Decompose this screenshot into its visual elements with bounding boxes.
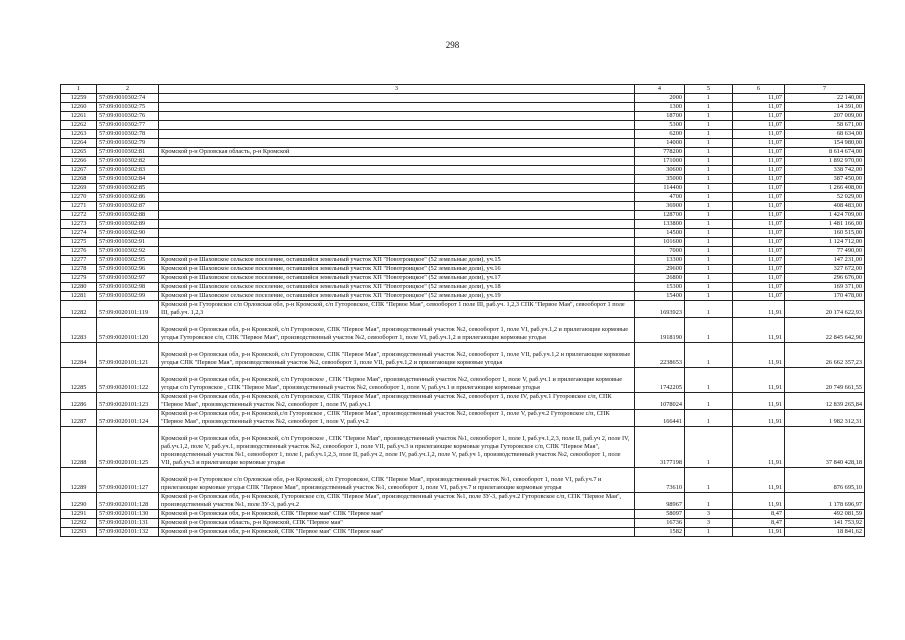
plot-area: 1918190 [635, 318, 685, 343]
plot-area: 1742205 [635, 368, 685, 393]
plot-description: Кромской р-н Орловская обл, р-н Кромской, с/п Гуторовское, СПК "Первое Мая", производственный участок №2, севооборот 1, поле IV, раб.уч.1 Гуторовское с/п, СПК "Первое Мая", производственный участок №2, севооборот 1, поле IV, раб.уч.1 [159, 393, 635, 410]
plot-description [159, 247, 635, 256]
quantity-value: 1 [685, 283, 733, 292]
page-number: 298 [445, 40, 460, 50]
row-number: 12292 [61, 519, 97, 528]
table-row [61, 510, 865, 519]
plot-description: Кромской р-н Орловская обл, р-н Кромской, с/п Гуторовское , СПК "Первое Мая", производственный участок №1, севооборот 1, поле I, раб.уч.1,2,3, поле II, раб.уч 2, поле IV, раб.уч.1,2, поле V, раб.уч.1, производственный участок №2, севооборот 1, поле VII, раб.уч.3 и прилегающие кормовые угодья Гуторовское с/п, СПК "Первое Мая", производственный участок №1, севооборот 1, поле I, раб.уч.1,2,3, поле II, раб.уч 2, поле IV, раб.уч.1,2, поле V, раб.уч 1, производственный участок №2, севооборот 1, поле VII, раб.уч.3 и прилегающие кормовые угодья [159, 427, 635, 468]
plot-description: Кромской р-н Орловская обл, р-н Кромской, с/п Гуторовское , СПК "Первое Мая", производственный участок №2, севооборот 1, поле V, раб.уч.1 и прилегающие кормовые угодья с/п Гуторовское , СПК "Первое Мая", производственный участок №2, севооборот 1, поле V, раб.уч.1 и прилегающие кормовые угодья [159, 368, 635, 393]
sum-value: 876 695,10 [785, 468, 865, 493]
row-number: 12291 [61, 510, 97, 519]
plot-description: Кромской р-н Орловская обл, р-н Кромской,с/п Гуторовское , СПК "Первое Мая", производственный участок №2, севооборот 1, поле V, раб.уч.2 Гуторовское с/п, СПК "Первое Мая", производственный участок №2, севооборот 1, поле V, раб.уч.2 [159, 410, 635, 427]
table-row [61, 121, 865, 130]
quantity-value: 1 [685, 175, 733, 184]
quantity-value: 1 [685, 410, 733, 427]
sum-value: 207 009,00 [785, 112, 865, 121]
cadastral-number: 57:09:0020101:124 [97, 410, 159, 427]
row-number: 12275 [61, 238, 97, 247]
row-number: 12266 [61, 157, 97, 166]
column-header: 5 [685, 85, 733, 94]
row-number: 12271 [61, 202, 97, 211]
plot-description [159, 94, 635, 103]
cadastral-number: 57:09:0010302:75 [97, 103, 159, 112]
plot-description [159, 121, 635, 130]
plot-area: 16736 [635, 519, 685, 528]
sum-value: 22 845 642,90 [785, 318, 865, 343]
table-row [61, 184, 865, 193]
plot-description: Кромской р-н Шаховское сельское поселение, оставшийся земельный участок ХП "Новотроицкое" (52 земельные доли), уч.16 [159, 265, 635, 274]
rate-value: 11,91 [733, 493, 785, 510]
cadastral-number: 57:09:0020101:121 [97, 343, 159, 368]
quantity-value: 1 [685, 130, 733, 139]
plot-area: 3177198 [635, 427, 685, 468]
table-row [61, 292, 865, 301]
quantity-value: 1 [685, 318, 733, 343]
quantity-value: 1 [685, 166, 733, 175]
plot-description [159, 229, 635, 238]
plot-description [159, 202, 635, 211]
plot-area: 58097 [635, 510, 685, 519]
plot-area: 30600 [635, 166, 685, 175]
quantity-value: 1 [685, 427, 733, 468]
row-number: 12281 [61, 292, 97, 301]
sum-value: 26 662 357,23 [785, 343, 865, 368]
rate-value: 11,07 [733, 220, 785, 229]
sum-value: 20 749 661,55 [785, 368, 865, 393]
plot-description [159, 175, 635, 184]
cadastral-number: 57:09:0010302:99 [97, 292, 159, 301]
table-row [61, 130, 865, 139]
plot-area: 128700 [635, 211, 685, 220]
rate-value: 11,07 [733, 274, 785, 283]
cadastral-number: 57:09:0010302:82 [97, 157, 159, 166]
quantity-value: 1 [685, 343, 733, 368]
rate-value: 11,07 [733, 130, 785, 139]
row-number: 12259 [61, 94, 97, 103]
plot-area: 7000 [635, 247, 685, 256]
quantity-value: 1 [685, 528, 733, 537]
rate-value: 11,07 [733, 139, 785, 148]
plot-area: 1078024 [635, 393, 685, 410]
column-header: 3 [159, 85, 635, 94]
plot-area: 98967 [635, 493, 685, 510]
rate-value: 11,07 [733, 283, 785, 292]
rate-value: 8,47 [733, 510, 785, 519]
plot-description [159, 238, 635, 247]
sum-value: 387 450,00 [785, 175, 865, 184]
row-number: 12283 [61, 318, 97, 343]
row-number: 12280 [61, 283, 97, 292]
cadastral-number: 57:09:0010302:88 [97, 211, 159, 220]
table-header-row [61, 85, 865, 94]
plot-area: 2238653 [635, 343, 685, 368]
plot-area: 36900 [635, 202, 685, 211]
plot-description: Кромской р-н Гуторовское с/п Орловская обл, р-н Кромской, с/п Гуторовское, СПК "Первое Мая", производственный участок №1, севооборот 1, поле VI, раб.уч.7 и прилегающие кормовые угодья СПК "Первое Мая", производственный участок №1, севооборот 1, поле VI, раб.уч.7 и прилегающие кормовые угодья [159, 468, 635, 493]
plot-area: 171000 [635, 157, 685, 166]
rate-value: 11,07 [733, 175, 785, 184]
quantity-value: 1 [685, 184, 733, 193]
plot-area: 6200 [635, 130, 685, 139]
plot-area: 26800 [635, 274, 685, 283]
plot-description [159, 220, 635, 229]
plot-description: Кромской р-н Шаховское сельское поселение, оставшийся земельный участок ХП "Новотроицкое" (52 земельные доли), уч.19 [159, 292, 635, 301]
table-row [61, 368, 865, 393]
plot-area: 1300 [635, 103, 685, 112]
cadastral-number: 57:09:0010302:76 [97, 112, 159, 121]
table-row [61, 238, 865, 247]
row-number: 12277 [61, 256, 97, 265]
plot-area: 73610 [635, 468, 685, 493]
plot-description: Кромской р-н Шаховское сельское поселение, оставшийся земельный участок ХП "Новотроицкое" (52 земельные доли), уч.15 [159, 256, 635, 265]
quantity-value: 1 [685, 301, 733, 318]
plot-description [159, 211, 635, 220]
table-row [61, 528, 865, 537]
column-header: 1 [61, 85, 97, 94]
row-number: 12287 [61, 410, 97, 427]
row-number: 12265 [61, 148, 97, 157]
row-number: 12278 [61, 265, 97, 274]
rate-value: 11,91 [733, 427, 785, 468]
cadastral-number: 57:09:0010302:86 [97, 193, 159, 202]
quantity-value: 1 [685, 211, 733, 220]
plot-area: 133800 [635, 220, 685, 229]
rate-value: 8,47 [733, 519, 785, 528]
row-number: 12284 [61, 343, 97, 368]
quantity-value: 1 [685, 157, 733, 166]
rate-value: 11,07 [733, 94, 785, 103]
table-row [61, 301, 865, 318]
row-number: 12264 [61, 139, 97, 148]
quantity-value: 1 [685, 94, 733, 103]
sum-value: 147 231,00 [785, 256, 865, 265]
rate-value: 11,91 [733, 528, 785, 537]
row-number: 12282 [61, 301, 97, 318]
plot-description [159, 193, 635, 202]
sum-value: 1 178 696,97 [785, 493, 865, 510]
column-header: 4 [635, 85, 685, 94]
table-row [61, 410, 865, 427]
plot-area: 1693923 [635, 301, 685, 318]
plot-area: 14000 [635, 139, 685, 148]
cadastral-number: 57:09:0020101:123 [97, 393, 159, 410]
sum-value: 169 371,00 [785, 283, 865, 292]
cadastral-number: 57:09:0010302:84 [97, 175, 159, 184]
table-row [61, 112, 865, 121]
rate-value: 11,91 [733, 468, 785, 493]
row-number: 12261 [61, 112, 97, 121]
plot-description [159, 157, 635, 166]
rate-value: 11,07 [733, 247, 785, 256]
cadastral-number: 57:09:0010302:96 [97, 265, 159, 274]
sum-value: 327 672,00 [785, 265, 865, 274]
sum-value: 170 478,00 [785, 292, 865, 301]
quantity-value: 3 [685, 519, 733, 528]
table-row [61, 94, 865, 103]
rate-value: 11,07 [733, 265, 785, 274]
plot-area: 166441 [635, 410, 685, 427]
rate-value: 11,07 [733, 148, 785, 157]
row-number: 12262 [61, 121, 97, 130]
rate-value: 11,91 [733, 368, 785, 393]
cadastral-number: 57:09:0010302:90 [97, 229, 159, 238]
table-row [61, 393, 865, 410]
cadastral-number: 57:09:0010302:97 [97, 274, 159, 283]
plot-description: Кромской р-н Орловская обл, р-н Кромской, СПК "Первое мая" СПК "Первое мая" [159, 510, 635, 519]
sum-value: 12 839 265,84 [785, 393, 865, 410]
table-row [61, 220, 865, 229]
table-row [61, 247, 865, 256]
rate-value: 11,91 [733, 343, 785, 368]
table-row [61, 148, 865, 157]
column-header: 2 [97, 85, 159, 94]
sum-value: 20 174 622,93 [785, 301, 865, 318]
row-number: 12293 [61, 528, 97, 537]
sum-value: 37 840 428,18 [785, 427, 865, 468]
sum-value: 1 424 709,00 [785, 211, 865, 220]
quantity-value: 1 [685, 193, 733, 202]
cadastral-number: 57:09:0010302:74 [97, 94, 159, 103]
sum-value: 1 266 408,00 [785, 184, 865, 193]
rate-value: 11,91 [733, 301, 785, 318]
quantity-value: 1 [685, 238, 733, 247]
cadastral-number: 57:09:0010302:98 [97, 283, 159, 292]
table-row [61, 256, 865, 265]
quantity-value: 3 [685, 510, 733, 519]
table-row [61, 283, 865, 292]
table-row [61, 103, 865, 112]
cadastral-number: 57:09:0010302:91 [97, 238, 159, 247]
cadastral-number: 57:09:0010302:95 [97, 256, 159, 265]
cadastral-number: 57:09:0020101:128 [97, 493, 159, 510]
sum-value: 1 124 712,00 [785, 238, 865, 247]
plot-description: Кромской р-н Гуторовское с/п Орловская обл, р-н Кромской, с/п Гуторовское, СПК "Первое Мая", севооборот 1 поле III, раб.уч. 1,2,3 СПК "Первое Мая", севооборот 1 поле III, раб.уч. 1,2,3 [159, 301, 635, 318]
rate-value: 11,91 [733, 318, 785, 343]
plot-area: 15400 [635, 292, 685, 301]
quantity-value: 1 [685, 274, 733, 283]
plot-description: Кромской р-н Орловская область, р-н Кромской [159, 148, 635, 157]
sum-value: 338 742,00 [785, 166, 865, 175]
table-row [61, 157, 865, 166]
rate-value: 11,07 [733, 193, 785, 202]
plot-area: 5300 [635, 121, 685, 130]
rate-value: 11,07 [733, 121, 785, 130]
rate-value: 11,07 [733, 157, 785, 166]
sum-value: 14 391,00 [785, 103, 865, 112]
quantity-value: 1 [685, 220, 733, 229]
cadastral-number: 57:09:0020101:130 [97, 510, 159, 519]
table-row [61, 343, 865, 368]
plot-description: Кромской р-н Орловская обл, р-н Кромской, с/п Гуторовское, СПК "Первое Мая", производственный участок №2, севооборот 1, поле VI, раб.уч.1,2 и прилегающие кормовые угодья Гуторовское с/п, СПК "Первое Мая", производственный участок №2, севооборот 1, поле VI, раб.уч.1,2 и прилегающие кормовые угодья [159, 318, 635, 343]
plot-area: 778200 [635, 148, 685, 157]
sum-value: 18 841,62 [785, 528, 865, 537]
table-row [61, 519, 865, 528]
quantity-value: 1 [685, 368, 733, 393]
sum-value: 492 081,59 [785, 510, 865, 519]
cadastral-number: 57:09:0010302:85 [97, 184, 159, 193]
cadastral-number: 57:09:0010302:87 [97, 202, 159, 211]
cadastral-number: 57:09:0010302:83 [97, 166, 159, 175]
cadastral-number: 57:09:0020101:125 [97, 427, 159, 468]
quantity-value: 1 [685, 393, 733, 410]
table-row [61, 193, 865, 202]
rate-value: 11,07 [733, 211, 785, 220]
table-row [61, 265, 865, 274]
quantity-value: 1 [685, 112, 733, 121]
plot-description: Кромской р-н Орловская обл, р-н Кромской, СПК "Первое мая" СПК "Первое мая" [159, 528, 635, 537]
rate-value: 11,07 [733, 166, 785, 175]
cadastral-number: 57:09:0020101:127 [97, 468, 159, 493]
cadastral-number: 57:09:0010302:79 [97, 139, 159, 148]
sum-value: 141 753,92 [785, 519, 865, 528]
rate-value: 11,07 [733, 112, 785, 121]
table-row [61, 493, 865, 510]
sum-value: 58 671,00 [785, 121, 865, 130]
table-row [61, 229, 865, 238]
plot-area: 18700 [635, 112, 685, 121]
table-row [61, 274, 865, 283]
plot-description [159, 112, 635, 121]
plot-description [159, 184, 635, 193]
land-plot-table [60, 84, 865, 537]
cadastral-number: 57:09:0010302:77 [97, 121, 159, 130]
rate-value: 11,07 [733, 256, 785, 265]
quantity-value: 1 [685, 292, 733, 301]
plot-description: Кромской р-н Шаховское сельское поселение, оставшийся земельный участок ХП "Новотроицкое" (52 земельные доли), уч.18 [159, 283, 635, 292]
rate-value: 11,07 [733, 202, 785, 211]
sum-value: 77 490,00 [785, 247, 865, 256]
plot-area: 13300 [635, 256, 685, 265]
sum-value: 154 980,00 [785, 139, 865, 148]
table-row [61, 468, 865, 493]
quantity-value: 1 [685, 247, 733, 256]
sum-value: 22 140,00 [785, 94, 865, 103]
plot-area: 2000 [635, 94, 685, 103]
row-number: 12276 [61, 247, 97, 256]
plot-description [159, 103, 635, 112]
column-header: 6 [733, 85, 785, 94]
sum-value: 1 982 312,31 [785, 410, 865, 427]
sum-value: 68 634,00 [785, 130, 865, 139]
row-number: 12263 [61, 130, 97, 139]
row-number: 12290 [61, 493, 97, 510]
cadastral-number: 57:09:0010302:78 [97, 130, 159, 139]
quantity-value: 1 [685, 202, 733, 211]
row-number: 12289 [61, 468, 97, 493]
plot-area: 14500 [635, 229, 685, 238]
row-number: 12269 [61, 184, 97, 193]
row-number: 12270 [61, 193, 97, 202]
quantity-value: 1 [685, 148, 733, 157]
plot-description [159, 139, 635, 148]
rate-value: 11,07 [733, 292, 785, 301]
quantity-value: 1 [685, 256, 733, 265]
cadastral-number: 57:09:0020101:132 [97, 528, 159, 537]
plot-description: Кромской р-н Орловская обл, р-н Кромской, Гуторовское с/п, СПК "Первое Мая", производственный участок №1, поле ЗУ-3, раб.уч.2 Гуторовское с/п, СПК "Первое Мая", производственный участок №1, поле ЗУ-3, раб.уч.2 [159, 493, 635, 510]
row-number: 12279 [61, 274, 97, 283]
cadastral-number: 57:09:0020101:131 [97, 519, 159, 528]
quantity-value: 1 [685, 468, 733, 493]
plot-area: 101600 [635, 238, 685, 247]
table-row [61, 202, 865, 211]
plot-area: 114400 [635, 184, 685, 193]
quantity-value: 1 [685, 103, 733, 112]
table-row [61, 318, 865, 343]
rate-value: 11,07 [733, 238, 785, 247]
plot-area: 15300 [635, 283, 685, 292]
table-row [61, 427, 865, 468]
row-number: 12274 [61, 229, 97, 238]
plot-description: Кромской р-н Шаховское сельское поселение, оставшийся земельный участок ХП "Новотроицкое" (52 земельные доли), уч.17 [159, 274, 635, 283]
rate-value: 11,91 [733, 410, 785, 427]
plot-description [159, 166, 635, 175]
row-number: 12285 [61, 368, 97, 393]
plot-area: 35000 [635, 175, 685, 184]
row-number: 12260 [61, 103, 97, 112]
cadastral-number: 57:09:0020101:120 [97, 318, 159, 343]
plot-description: Кромской р-н Орловская область, р-н Кромской, СПК "Первое мая" [159, 519, 635, 528]
sum-value: 160 515,00 [785, 229, 865, 238]
row-number: 12286 [61, 393, 97, 410]
quantity-value: 1 [685, 493, 733, 510]
rate-value: 11,07 [733, 103, 785, 112]
cadastral-number: 57:09:0020101:122 [97, 368, 159, 393]
plot-area: 29600 [635, 265, 685, 274]
table-row [61, 166, 865, 175]
table-row [61, 211, 865, 220]
quantity-value: 1 [685, 265, 733, 274]
sum-value: 52 029,00 [785, 193, 865, 202]
row-number: 12272 [61, 211, 97, 220]
plot-area: 1582 [635, 528, 685, 537]
cadastral-number: 57:09:0010302:81 [97, 148, 159, 157]
sum-value: 296 676,00 [785, 274, 865, 283]
sum-value: 408 483,00 [785, 202, 865, 211]
row-number: 12273 [61, 220, 97, 229]
rate-value: 11,07 [733, 184, 785, 193]
row-number: 12288 [61, 427, 97, 468]
quantity-value: 1 [685, 229, 733, 238]
sum-value: 1 892 970,00 [785, 157, 865, 166]
cadastral-number: 57:09:0020101:119 [97, 301, 159, 318]
cadastral-number: 57:09:0010302:92 [97, 247, 159, 256]
sum-value: 8 614 674,00 [785, 148, 865, 157]
rate-value: 11,91 [733, 393, 785, 410]
table-row [61, 139, 865, 148]
row-number: 12267 [61, 166, 97, 175]
plot-description [159, 130, 635, 139]
sum-value: 1 481 166,00 [785, 220, 865, 229]
quantity-value: 1 [685, 139, 733, 148]
cadastral-number: 57:09:0010302:89 [97, 220, 159, 229]
column-header: 7 [785, 85, 865, 94]
plot-area: 4700 [635, 193, 685, 202]
row-number: 12268 [61, 175, 97, 184]
rate-value: 11,07 [733, 229, 785, 238]
plot-description: Кромской р-н Орловская обл, р-н Кромской, с/п Гуторовское, СПК "Первое Мая", производственный участок №2, севооборот 1, поле VII, раб.уч.1,2 и прилегающие кормовые угодья СПК "Первое Мая", производственный участок №2, севооборот 1, поле VII, раб.уч.1,2 и прилегающие кормовые угодья [159, 343, 635, 368]
quantity-value: 1 [685, 121, 733, 130]
table-row [61, 175, 865, 184]
